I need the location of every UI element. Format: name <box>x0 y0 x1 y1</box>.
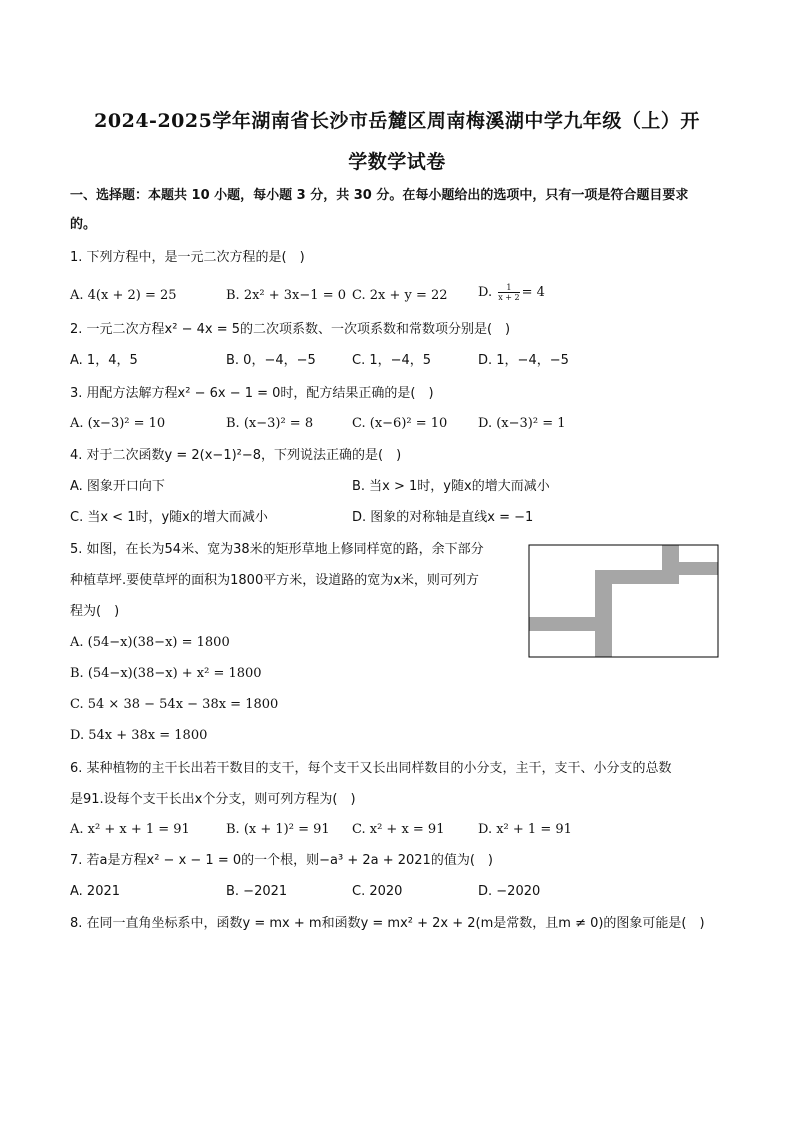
question-1-option-a[interactable]: A. 4(x + 2) = 25 <box>70 288 177 303</box>
question-4-option-d[interactable]: D. 图象的对称轴是直线x = −1 <box>352 510 534 525</box>
question-3-stem: 3. 用配方法解方程x² − 6x − 1 = 0时，配方结果正确的是( ) <box>70 386 434 401</box>
question-2-option-b[interactable]: B. 0，−4，−5 <box>226 353 316 368</box>
question-1-option-c[interactable]: C. 2x + y = 22 <box>352 288 448 303</box>
question-5-option-b[interactable]: B. (54−x)(38−x) + x² = 1800 <box>70 666 262 681</box>
question-2-option-d[interactable]: D. 1，−4，−5 <box>478 353 569 368</box>
question-2-option-a[interactable]: A. 1，4，5 <box>70 353 138 368</box>
question-5-option-a[interactable]: A. (54−x)(38−x) = 1800 <box>70 635 230 650</box>
question-5-stem-line2: 种植草坪.要使草坪的面积为1800平方米，设道路的宽为x米，则可列方 <box>70 573 479 588</box>
question-5-option-d[interactable]: D. 54x + 38x = 1800 <box>70 728 208 743</box>
question-4-stem: 4. 对于二次函数y = 2(x−1)²−8，下列说法正确的是( ) <box>70 448 402 463</box>
question-7-option-d[interactable]: D. −2020 <box>478 884 541 899</box>
question-3-option-b[interactable]: B. (x−3)² = 8 <box>226 416 314 431</box>
question-4-option-c[interactable]: C. 当x < 1时，y随x的增大而减小 <box>70 510 268 525</box>
question-4-option-b[interactable]: B. 当x > 1时，y随x的增大而减小 <box>352 479 550 494</box>
question-3-option-c[interactable]: C. (x−6)² = 10 <box>352 416 448 431</box>
option-d-label: D. <box>478 285 497 300</box>
question-3-option-a[interactable]: A. (x−3)² = 10 <box>70 416 166 431</box>
field-border <box>529 545 718 657</box>
section-heading: 一、选择题：本题共 10 小题，每小题 3 分，共 30 分。在每小题给出的选项中，只有一项是符合题目要求 <box>70 188 689 203</box>
road-shape <box>529 545 718 657</box>
section-heading-line2: 的。 <box>70 217 97 232</box>
question-3-option-d[interactable]: D. (x−3)² = 1 <box>478 416 566 431</box>
page-title-line2: 学数学试卷 <box>348 151 446 173</box>
fraction <box>498 283 519 302</box>
question-2-option-c[interactable]: C. 1，−4，5 <box>352 353 432 368</box>
question-6-option-b[interactable]: B. (x + 1)² = 91 <box>226 822 330 837</box>
question-6-option-a[interactable]: A. x² + x + 1 = 91 <box>70 822 190 837</box>
question-7-stem: 7. 若a是方程x² − x − 1 = 0的一个根，则−a³ + 2a + 2021的值为( ) <box>70 853 493 868</box>
question-5-stem-line1: 5. 如图，在长为54米、宽为38米的矩形草地上修同样宽的路，余下部分 <box>70 542 484 557</box>
fraction-denominator: x + 2 <box>498 293 520 302</box>
page-title: 2024-2025学年湖南省长沙市岳麓区周南梅溪湖中学九年级（上）开 <box>94 110 700 132</box>
question-6-option-d[interactable]: D. x² + 1 = 91 <box>478 822 572 837</box>
question-5-option-c[interactable]: C. 54 × 38 − 54x − 38x = 1800 <box>70 697 279 712</box>
question-2-stem: 2. 一元二次方程x² − 4x = 5的二次项系数、一次项系数和常数项分别是( ) <box>70 322 511 337</box>
question-5-stem-line3: 程为( ) <box>70 604 120 619</box>
question-1-option-d[interactable] <box>478 283 545 302</box>
fraction-numerator: 1 <box>498 283 519 293</box>
option-d-rhs: = 4 <box>521 285 545 300</box>
question-1-stem: 1. 下列方程中，是一元二次方程的是( ) <box>70 250 305 265</box>
question-6-option-c[interactable]: C. x² + x = 91 <box>352 822 445 837</box>
question-7-option-c[interactable]: C. 2020 <box>352 884 403 899</box>
question-4-option-a[interactable]: A. 图象开口向下 <box>70 479 165 494</box>
question-8-stem: 8. 在同一直角坐标系中，函数y = mx + m和函数y = mx² + 2x + 2(m是常数，且m ≠ 0)的图象可能是( ) <box>70 916 705 931</box>
question-7-option-a[interactable]: A. 2021 <box>70 884 121 899</box>
question-7-option-b[interactable]: B. −2021 <box>226 884 288 899</box>
question-1-option-b[interactable]: B. 2x² + 3x−1 = 0 <box>226 288 346 303</box>
road-diagram <box>528 544 720 658</box>
question-6-stem-line2: 是91.设每个支干长出x个分支，则可列方程为( ) <box>70 792 356 807</box>
question-6-stem-line1: 6. 某种植物的主干长出若干数目的支干，每个支干又长出同样数目的小分支，主干，支干、小分支的总数 <box>70 761 672 776</box>
